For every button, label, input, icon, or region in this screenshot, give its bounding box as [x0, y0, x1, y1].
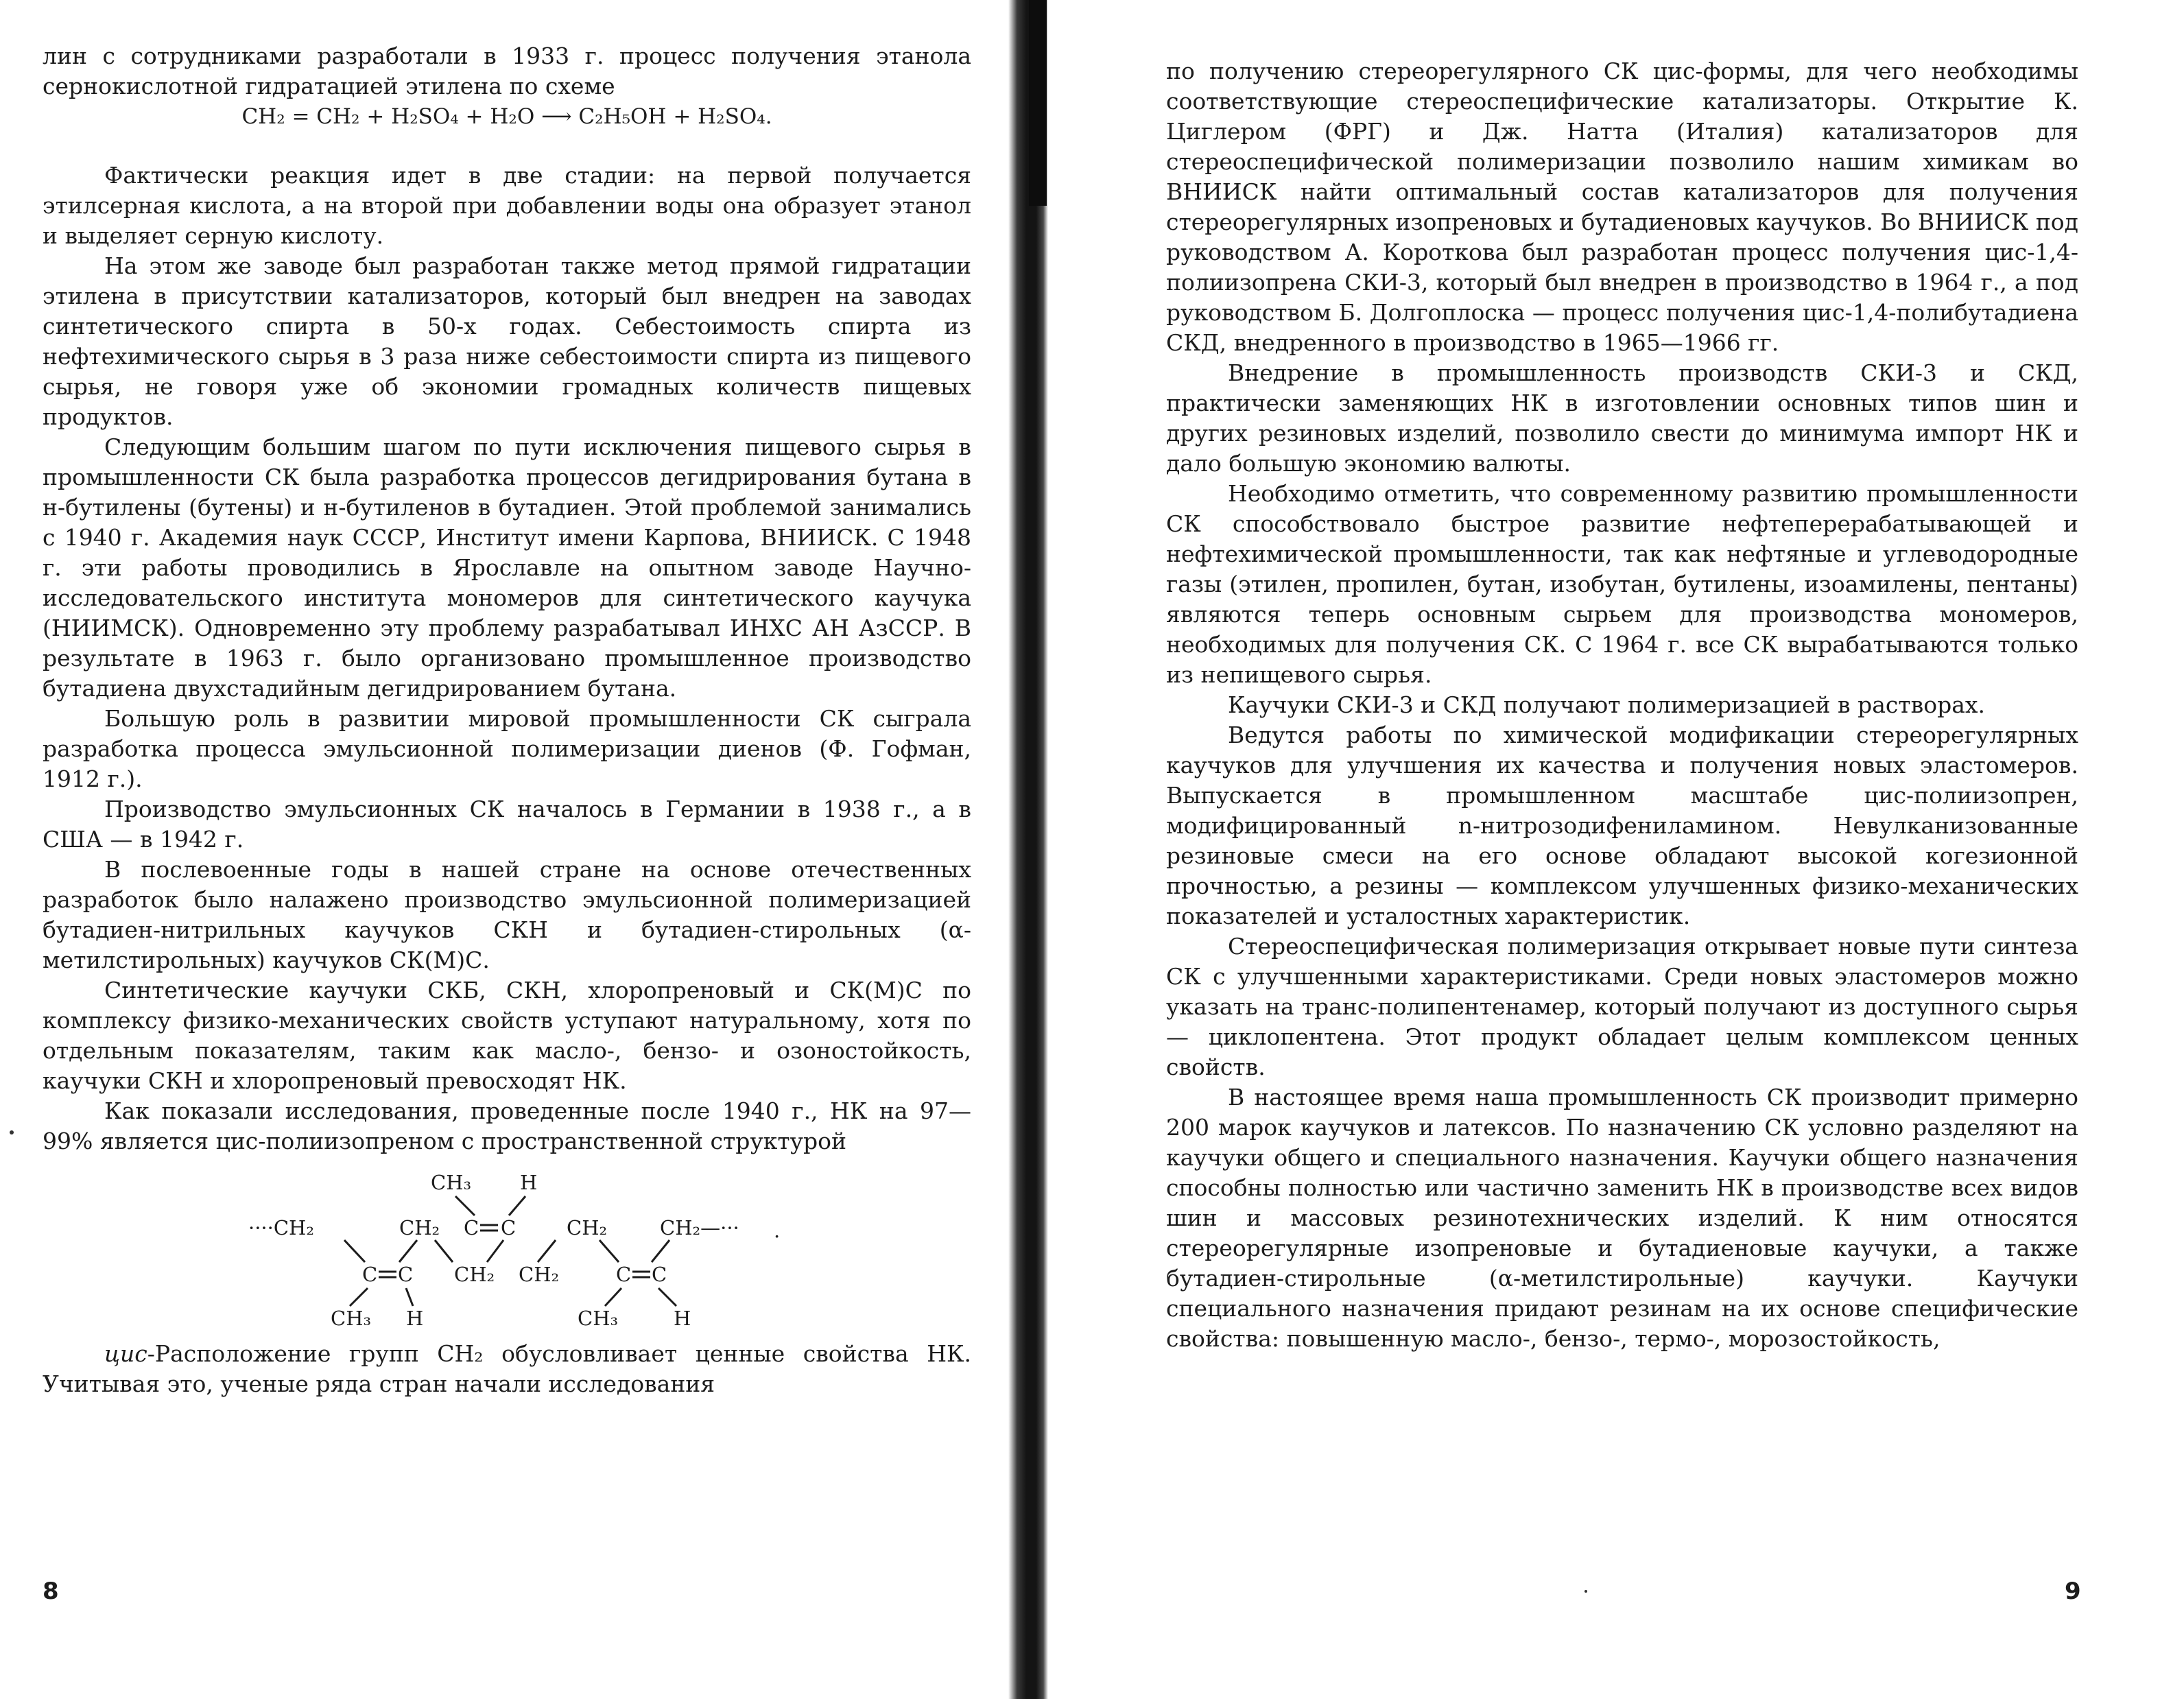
- right-page-text: [1166, 56, 2078, 1354]
- bond-line: [538, 1240, 556, 1262]
- scan-speck: [10, 1130, 14, 1134]
- paragraph: Фактически реакция идет в две стадии: на первой получается этилсерная кислота, а на второй при добавлении воды она образует этанол и выделяет серную кислоту.: [43, 162, 971, 249]
- formula-carbon: C: [362, 1263, 378, 1286]
- bond-line: [509, 1196, 525, 1215]
- bond-line: [406, 1288, 413, 1306]
- formula-ch3-bottom: CH₃: [578, 1307, 619, 1330]
- formula-h-bottom: H: [674, 1307, 691, 1330]
- paragraph: На этом же заводе был разработан также метод прямой гидратации этилена в присутствии катализаторов, который был внедрен на заводах синтетического спирта в 50-х годах. Себестоимость спирта из нефтехимического сырья в 3 раза ниже себестоимости спирта из пищевого сырья, не говоря уже об экономии громадных количеств пищевых продуктов.: [43, 252, 971, 430]
- formula-chain-start: ····CH₂: [248, 1216, 314, 1239]
- paragraph: Внедрение в промышленность производств СКИ-3 и СКД, практически заменяющих НК в изготовлении основных типов шин и других резиновых изделий, позволило свести до минимума импорт НК и дало большую экономию валюты.: [1166, 359, 2078, 477]
- formula-chain-end: CH₂—···: [660, 1216, 739, 1239]
- page-number-left: 8: [43, 1578, 59, 1605]
- formula-dot: .: [774, 1219, 781, 1242]
- formula-carbon: C: [501, 1216, 517, 1239]
- bond-line: [487, 1240, 503, 1262]
- left-page-text: [43, 41, 971, 1399]
- paragraph: Как показали исследования, проведенные после 1940 г., НК на 97—99% является цис-полиизопреном с пространственной структурой: [43, 1097, 971, 1154]
- formula-h-bottom: H: [406, 1307, 424, 1330]
- paragraph: Необходимо отметить, что современному развитию промышленности СК способствовало быстрое развитие нефтеперерабатывающей и нефтехимической промышленности, так как нефтяные и углеводородные газы (этилен, пропилен, бутан, изобутан, бутилены, изоамилены, пентаны) являются теперь основным сырьем для производства мономеров, необходимых для получения СК. С 1964 г. все СК вырабатываются только из непищевого сырья.: [1166, 480, 2078, 688]
- formula-ch2: CH₂: [454, 1263, 495, 1286]
- paragraph: Стереоспецифическая полимеризация открывает новые пути синтеза СК с улучшенными характеристиками. Среди новых эластомеров можно указать на транс-полипентенамер, который получают из доступного сырья — циклопентена. Этот продукт обладает целым комплексом ценных свойств.: [1166, 933, 2078, 1080]
- formula-carbon: C: [616, 1263, 632, 1286]
- bond-line: [605, 1288, 621, 1306]
- paragraph: В послевоенные годы в нашей стране на основе отечественных разработок было налажено производство эмульсионной полимеризацией бутадиен-нитрильных каучуков СКН и бутадиен-стирольных (α-метилстирольных) каучуков СК(М)С.: [43, 856, 971, 973]
- bond-line: [435, 1240, 453, 1262]
- paragraph: по получению стереорегулярного СК цис-формы, для чего необходимы соответствующие стереоспецифические катализаторы. Открытие К. Циглером (ФРГ) и Дж. Натта (Италия) катализаторов для стереоспецифической полимеризации позволило нашим химикам во ВНИИСК найти оптимальный состав катализаторов для получения стереорегулярных изопреновых и бутадиеновых каучуков. Во ВНИИСК под руководством А. Короткова был разработан процесс получения цис-1,4-полиизопрена СКИ-3, который был внедрен в производство в 1964 г., а под руководством Б. Долгоплоска — процесс получения цис-1,4-полибутадиена СКД, внедренного в производство в 1965—1966 гг.: [1166, 58, 2078, 356]
- formula-carbon: C: [652, 1263, 667, 1286]
- left-page: [43, 41, 971, 1399]
- bond-line: [455, 1196, 475, 1215]
- right-page: [1166, 56, 2078, 1354]
- formula-carbon: C: [398, 1263, 414, 1286]
- formula-ch3-top: CH₃: [431, 1171, 472, 1194]
- paragraph: Синтетические каучуки СКБ, СКН, хлоропреновый и СК(М)С по комплексу физико-механических свойств уступают натуральному, хотя по отдельным показателям, таким как масло-, бензо- и озоностойкость, каучуки СКН и хлоропреновый превосходят НК.: [43, 977, 971, 1094]
- bond-line: [652, 1240, 669, 1262]
- bond-line: [600, 1240, 619, 1262]
- bond-line: [399, 1240, 417, 1262]
- bond-line: [658, 1288, 676, 1306]
- formula-ch3-bottom: CH₃: [331, 1307, 372, 1330]
- formula-ch2: CH₂: [567, 1216, 608, 1239]
- paragraph: В настоящее время наша промышленность СК производит примерно 200 марок каучуков и латексов. По назначению СК условно разделяют на каучуки общего и специального назначения. Каучуки общего назначения способны полностью или частично заменить НК в производстве всех видов шин и массовых резинотехнических изделий. К ним относятся стереорегулярные изопреновые и бутадиеновые каучуки, а также бутадиен-стирольные (α-метилстирольные) каучуки. Каучуки специального назначения придают резинам на их основе специфические свойства: повышенную масло-, бензо-, термо-, морозостойкость,: [1166, 1084, 2078, 1352]
- paragraph-text: -Расположение групп CH₂ обусловливает ценные свойства НК. Учитывая это, ученые ряда стран начали исследования: [43, 1340, 971, 1397]
- bond-line: [350, 1288, 368, 1306]
- cis-polyisoprene-structure-formula: [43, 1161, 971, 1332]
- formula-h-top: H: [520, 1171, 538, 1194]
- book-spine-shadow: [1008, 0, 1048, 1699]
- scan-speck: [1584, 1590, 1587, 1593]
- page-number-right: 9: [2065, 1578, 2081, 1605]
- paragraph: лин с сотрудниками разработали в 1933 г. процесс получения этанола сернокислотной гидратацией этилена по схеме: [43, 43, 971, 99]
- formula-ch2: CH₂: [519, 1263, 560, 1286]
- italic-term: цис: [104, 1340, 147, 1367]
- paragraph: Каучуки СКИ-3 и СКД получают полимеризацией в растворах.: [1228, 691, 1985, 718]
- formula-carbon: C: [464, 1216, 479, 1239]
- paragraph: Следующим большим шагом по пути исключения пищевого сырья в промышленности СК была разработка процессов дегидрирования бутана в н-бутилены (бутены) и н-бутиленов в бутадиен. Этой проблемой занимались с 1940 г. Академия наук СССР, Институт имени Карпова, ВНИИСК. С 1948 г. эти работы проводились в Ярославле на опытном заводе Научно-исследовательского института мономеров для синтетического каучука (НИИМСК). Одновременно эту проблему разрабатывал ИНХС АН АзССР. В результате в 1963 г. было организовано промышленное производство бутадиена двухстадийным дегидрированием бутана.: [43, 433, 971, 702]
- paragraph: Большую роль в развитии мировой промышленности СК сыграла разработка процесса эмульсионной полимеризации диенов (Ф. Гофман, 1912 г.).: [43, 705, 971, 792]
- formula-ch2: CH₂: [399, 1216, 440, 1239]
- ethanol-equation: CH₂ = CH₂ + H₂SO₄ + H₂O ⟶ C₂H₅OH + H₂SO₄.: [241, 104, 772, 129]
- bond-line: [344, 1240, 365, 1262]
- paragraph: Ведутся работы по химической модификации стереорегулярных каучуков для улучшения их качества и получения новых эластомеров. Выпускается в промышленном масштабе цис-полиизопрен, модифицированный n-нитрозодифениламином. Невулканизованные резиновые смеси на его основе обладают высокой когезионной прочностью, а резины — комплексом улучшенных физико-механических показателей и усталостных характеристик.: [1166, 722, 2078, 929]
- paragraph: [43, 1339, 971, 1399]
- book-spine-dark-edge: [1029, 0, 1047, 206]
- paragraph: Производство эмульсионных СК началось в Германии в 1938 г., а в США — в 1942 г.: [43, 796, 971, 853]
